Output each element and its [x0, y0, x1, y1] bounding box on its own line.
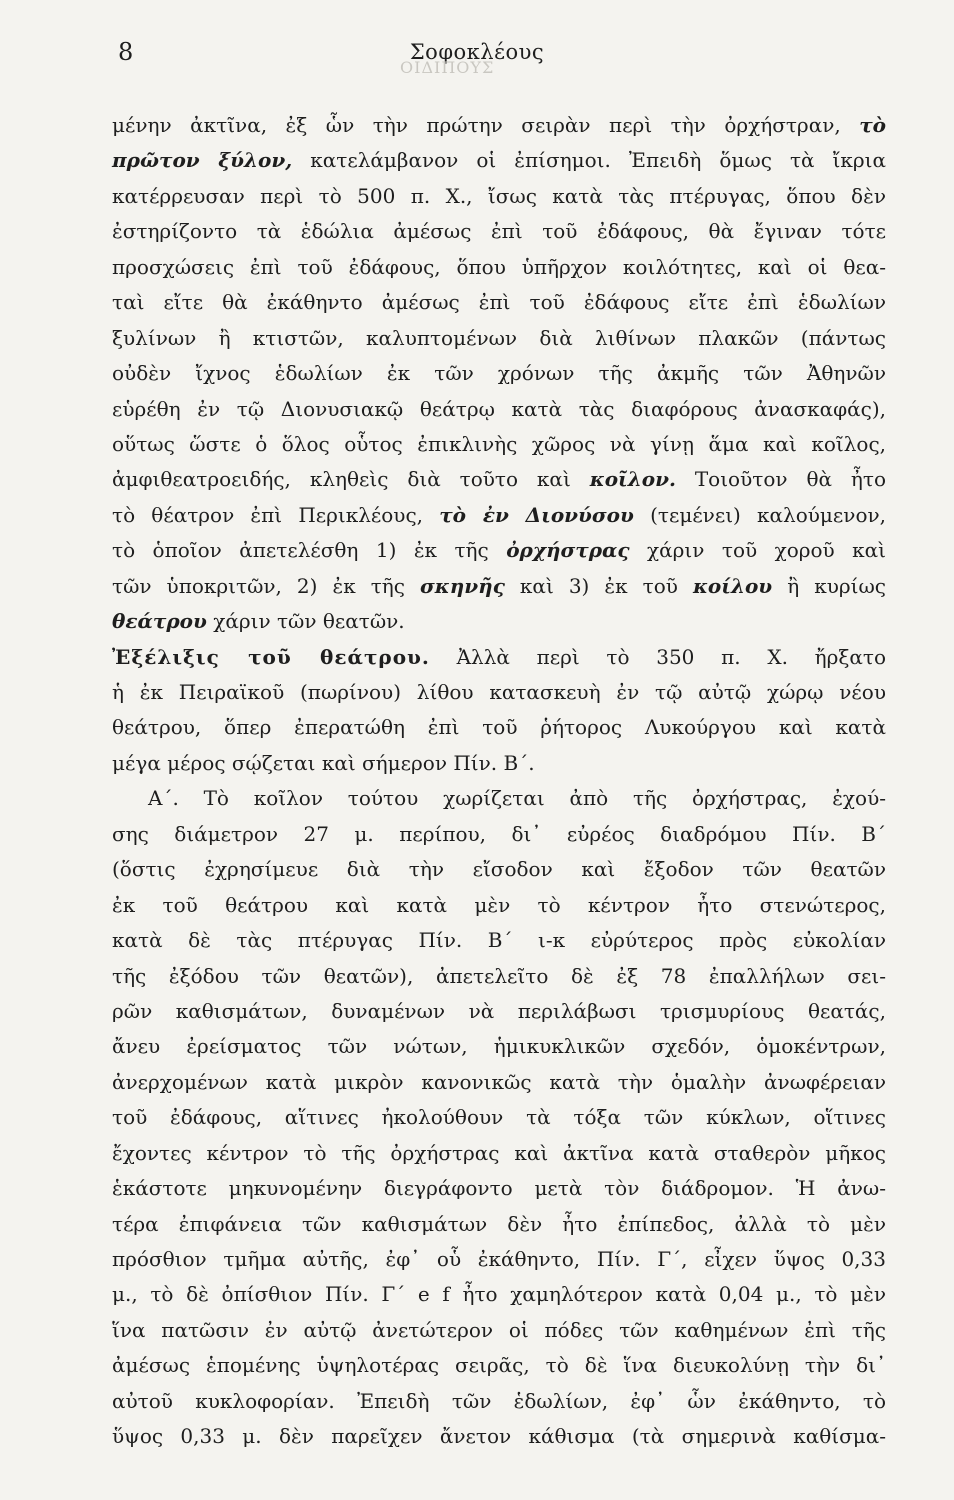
text-line: [112, 781, 886, 816]
text-run: ὕψος 0,33 μ. δὲν παρεῖχεν ἄνετον κάθισμα (τὰ σημερινὰ καθίσμα-: [112, 1424, 886, 1449]
text-run: κατελάμβανον οἱ ἐπίσημοι. Ἐπειδὴ ὅμως τὰ ἴκρια: [292, 148, 887, 173]
text-run: ἀνερχομένων κατὰ μικρὸν κανονικῶς κατὰ τὴν ὁμαλὴν ἀνωφέρειαν: [112, 1069, 886, 1094]
text-run: μέγα μέρος σῴζεται καὶ σήμερον Πίν. Β΄.: [112, 750, 535, 775]
text-line: [112, 321, 886, 356]
text-run: πρόσθιον τμῆμα αὐτῆς, ἐφ᾿ οὗ ἐκάθηντο, Πίν. Γ΄, εἶχεν ὕψος 0,33: [112, 1247, 886, 1271]
text-line: [112, 994, 886, 1029]
text-run: τῶν ὑποκριτῶν, 2) ἐκ τῆς: [112, 573, 421, 598]
text-line: [112, 108, 886, 143]
text-run: (ὅστις ἐχρησίμευε διὰ τὴν εἴσοδον καὶ ἔξοδον τῶν θεατῶν: [112, 857, 886, 882]
text-line: [112, 285, 886, 320]
text-run: μ., τὸ δὲ ὀπίσθιον Πίν. Γ΄ e f ἦτο χαμηλότερον κατὰ 0,04 μ., τὸ μὲν: [112, 1282, 886, 1307]
text-run: σης διάμετρον 27 μ. περίπου, δι᾿ εὐρέος διαδρόμου Πίν. Β΄: [112, 821, 886, 846]
text-line: [112, 462, 886, 497]
text-run: ἀμέσως ἑπομένης ὑψηλοτέρας σειρᾶς, τὸ δὲ ἵνα διευκολύνῃ τὴν δι᾿: [112, 1353, 886, 1378]
text-run: ἢ κυρίως: [772, 573, 886, 598]
running-title: Σοφοκλέους: [409, 40, 545, 64]
text-run: προσχώσεις ἐπὶ τοῦ ἐδάφους, ὅπου ὑπῆρχον κοιλότητες, καὶ οἱ θεα-: [112, 254, 886, 279]
emphasized-term: πρῶτον ξύλον,: [112, 148, 293, 173]
text-line: [112, 569, 886, 604]
emphasized-term: ὀρχήστρας: [506, 538, 630, 563]
text-line: [112, 1100, 886, 1135]
emphasized-term: κοῖλον.: [589, 467, 676, 492]
text-line: [112, 214, 886, 249]
text-run: χάριν τοῦ χοροῦ καὶ: [629, 538, 886, 563]
text-run: τέρα ἐπιφάνεια τῶν καθισμάτων δὲν ἦτο ἐπίπεδος, ἀλλὰ τὸ μὲν: [112, 1211, 886, 1236]
text-line: [112, 533, 886, 568]
text-line: [112, 1136, 886, 1171]
text-run: χάριν τῶν θεατῶν.: [206, 609, 405, 634]
text-line: [112, 392, 886, 427]
text-line: [112, 498, 886, 533]
text-line: [112, 1065, 886, 1100]
text-run: Τοιοῦτον θὰ ἦτο: [675, 467, 886, 492]
text-run: τὸ θέατρον ἐπὶ Περικλέους,: [112, 502, 440, 527]
text-line: [112, 604, 886, 639]
page-number: 8: [118, 38, 134, 66]
text-line: [112, 1313, 886, 1348]
text-line: [112, 1242, 886, 1277]
section-heading: Ἐξέλιξις τοῦ θεάτρου.: [112, 644, 430, 669]
text-line: [112, 1207, 886, 1242]
text-line: [112, 250, 886, 285]
text-run: τῆς ἐξόδου τῶν θεατῶν), ἀπετελεῖτο δὲ ἐξ 78 ἐπαλλήλων σει-: [112, 963, 886, 988]
text-run: ἔχοντες κέντρον τὸ τῆς ὀρχήστρας καὶ ἀκτῖνα κατὰ σταθερὸν μῆκος: [112, 1140, 886, 1165]
text-run: (τεμένει) καλούμενον,: [633, 502, 886, 527]
text-run: ἑκάστοτε μηκυνομένην διεγράφοντο μετὰ τὸν διάδρομον. Ἡ ἀνω-: [112, 1176, 886, 1201]
text-run: ἡ ἐκ Πειραϊκοῦ (πωρίνου) λίθου κατασκευὴ ἐν τῷ αὐτῷ χώρῳ νέου: [112, 680, 886, 704]
text-run: ἐκ τοῦ θεάτρου καὶ κατὰ μὲν τὸ κέντρον ἦτο στενώτερος,: [112, 892, 886, 917]
text-line: [112, 923, 886, 958]
text-run: ἵνα πατῶσιν ἐν αὐτῷ ἀνετώτερον οἱ πόδες τῶν καθημένων ἐπὶ τῆς: [112, 1317, 886, 1342]
bleed-through-text: ΟΙΔΙΠΟΥΣ: [400, 58, 495, 77]
text-run: οὐδὲν ἴχνος ἑδωλίων ἐκ τῶν χρόνων τῆς ἀκμῆς τῶν Ἀθηνῶν: [112, 361, 886, 386]
text-line: [112, 1419, 886, 1454]
text-line: [112, 888, 886, 923]
text-run: Α΄. Τὸ κοῖλον τούτου χωρίζεται ἀπὸ τῆς ὀρχήστρας, ἐχού-: [148, 786, 886, 811]
text-line: [112, 710, 886, 745]
emphasized-term: κοίλου: [692, 573, 773, 598]
text-line: [112, 1384, 886, 1419]
text-run: ξυλίνων ἢ κτιστῶν, καλυπτομένων διὰ λιθίνων πλακῶν (πάντως: [112, 325, 886, 350]
text-line: [112, 817, 886, 852]
text-run: ἐστηρίζοντο τὰ ἑδώλια ἀμέσως ἐπὶ τοῦ ἐδάφους, θὰ ἔγιναν τότε: [112, 219, 886, 244]
text-line: [112, 746, 886, 781]
emphasized-term: τὸ: [859, 113, 886, 137]
text-line: [112, 356, 886, 391]
body-text: [112, 108, 886, 1455]
text-run: ἀμφιθεατροειδής, κληθεὶς διὰ τοῦτο καὶ: [112, 467, 590, 492]
text-run: ταὶ εἴτε θὰ ἐκάθηντο ἀμέσως ἐπὶ τοῦ ἐδάφους εἴτε ἐπὶ ἑδωλίων: [112, 290, 886, 315]
text-line: [112, 959, 886, 994]
text-line: [112, 1277, 886, 1312]
text-run: κατὰ δὲ τὰς πτέρυγας Πίν. Β΄ ι-κ εὐρύτερος πρὸς εὐκολίαν: [112, 928, 886, 953]
text-line: [112, 427, 886, 462]
emphasized-term: θεάτρου: [112, 609, 207, 634]
text-run: κατέρρευσαν περὶ τὸ 500 π. Χ., ἴσως κατὰ τὰς πτέρυγας, ὅπου δὲν: [112, 183, 886, 208]
text-run: αὐτοῦ κυκλοφορίαν. Ἐπειδὴ τῶν ἑδωλίων, ἐφ᾿ ὧν ἐκάθηντο, τὸ: [112, 1388, 886, 1413]
text-run: καὶ 3) ἐκ τοῦ: [504, 573, 693, 598]
text-line: [112, 179, 886, 214]
text-run: Ἀλλὰ περὶ τὸ 350 π. Χ. ἤρξατο: [429, 644, 886, 669]
text-run: τὸ ὁποῖον ἀπετελέσθη 1) ἐκ τῆς: [112, 538, 507, 563]
text-run: εὑρέθη ἐν τῷ Διονυσιακῷ θεάτρῳ κατὰ τὰς διαφόρους ἀνασκαφάς),: [112, 396, 886, 421]
text-run: ρῶν καθισμάτων, δυναμένων νὰ περιλάβωσι τρισμυρίους θεατάς,: [112, 998, 886, 1023]
text-line: [112, 852, 886, 887]
text-run: μένην ἀκτῖνα, ἐξ ὧν τὴν πρώτην σειρὰν περὶ τὴν ὀρχήστραν,: [112, 113, 860, 137]
text-line: [112, 143, 886, 178]
text-line: [112, 675, 886, 710]
emphasized-term: τὸ ἐν Διονύσου: [439, 502, 634, 527]
text-run: τοῦ ἐδάφους, αἵτινες ἠκολούθουν τὰ τόξα τῶν κύκλων, οἵτινες: [112, 1105, 886, 1130]
text-line: [112, 1348, 886, 1383]
text-line: [112, 1029, 886, 1064]
emphasized-term: σκηνῆς: [420, 573, 505, 598]
text-line: [112, 640, 886, 675]
text-run: θεάτρου, ὅπερ ἐπερατώθη ἐπὶ τοῦ ῥήτορος Λυκούργου καὶ κατὰ: [112, 715, 886, 740]
text-run: οὕτως ὥστε ὁ ὅλος οὗτος ἐπικλινὴς χῶρος νὰ γίνῃ ἅμα καὶ κοῖλος,: [112, 431, 886, 456]
text-run: ἄνευ ἐρείσματος τῶν νώτων, ἡμικυκλικῶν σχεδόν, ὁμοκέντρων,: [112, 1034, 886, 1059]
text-line: [112, 1171, 886, 1206]
